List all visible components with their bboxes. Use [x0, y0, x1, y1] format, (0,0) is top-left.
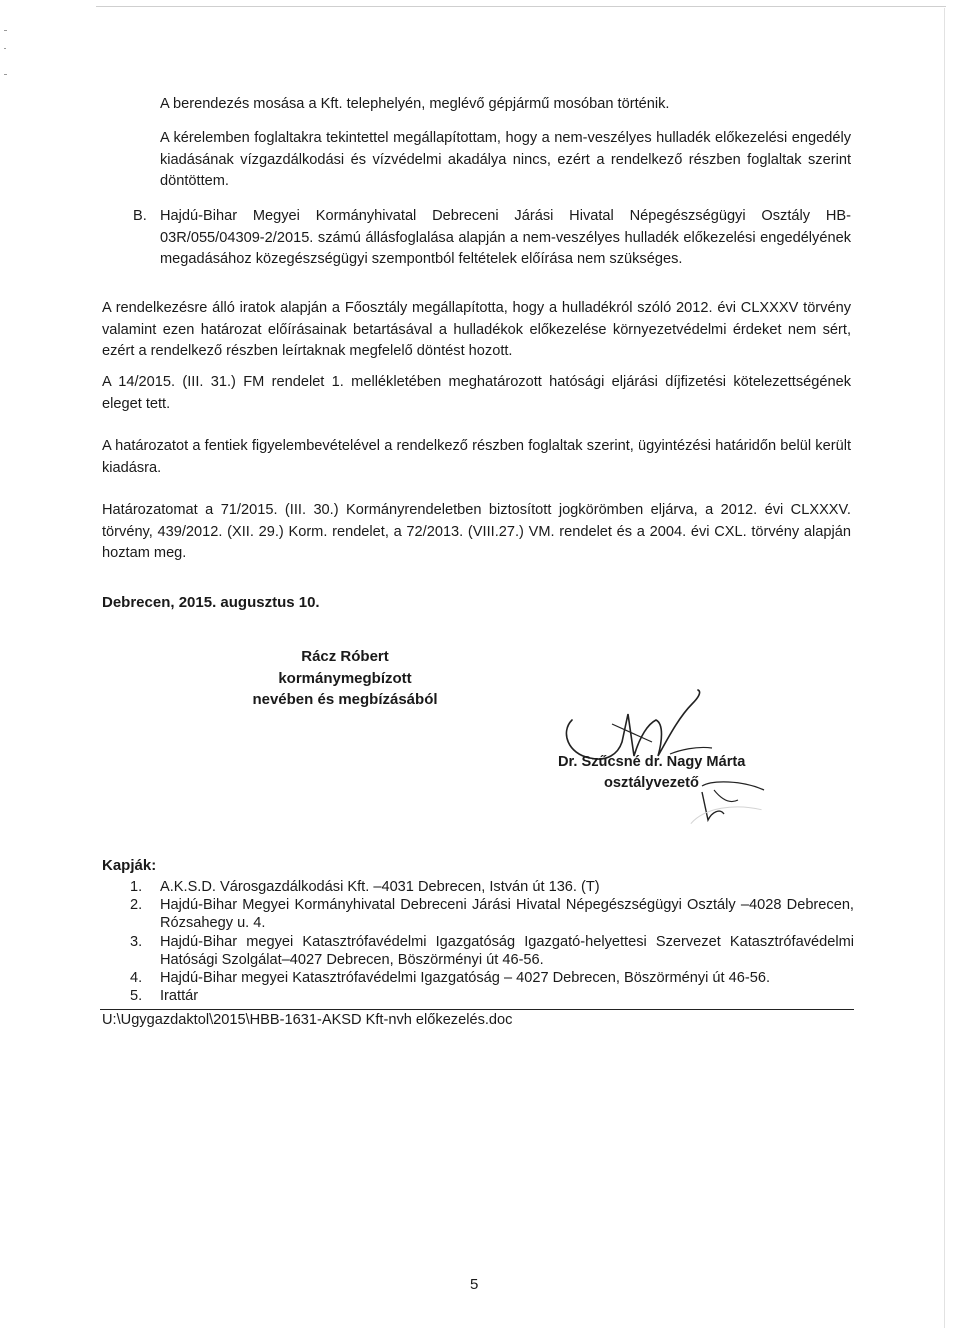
list-item-number: 2.	[130, 897, 143, 914]
recipients-heading: Kapják:	[102, 857, 157, 874]
section-b-label: B.	[133, 208, 147, 224]
list-item	[120, 896, 854, 932]
list-item-number: 5.	[130, 988, 143, 1005]
signer-title: osztályvezető	[604, 775, 699, 791]
list-item-text: Hajdú-Bihar megyei Katasztrófavédelmi Igazgatóság Igazgató-helyettesi Szervezet Katasztrófavédelmi Hatósági Szolgálat–4027 Debrecen, Böszörményi út 46-56.	[160, 933, 854, 968]
list-item-number: 3.	[130, 933, 143, 950]
signatory-capacity: nevében és megbízásából	[252, 691, 438, 708]
paragraph-department-finding: A rendelkezésre álló iratok alapján a Főosztály megállapította, hogy a hulladékról szóló 2012. évi CLXXXV törvény valamint ezen határozat előírásainak betartásával a hulladékok előkezelése környezetvédelmi érdeket nem sért, ezért a rendelkező részben leírtaknak megfelelő döntést hozott.	[102, 300, 851, 359]
list-item	[120, 987, 854, 1005]
paragraph-water-decision: A kérelemben foglaltakra tekintettel megállapítottam, hogy a nem-veszélyes hulladék előkezelési engedély kiadásának vízgazdálkodási és vízvédelmi akadálya nincs, ezért a rendelkező részben foglaltak szerint döntöttem.	[160, 130, 851, 189]
list-item-number: 4.	[130, 970, 143, 987]
footer-divider	[100, 1009, 854, 1010]
scan-right-edge	[944, 8, 945, 1328]
paragraph-deadline: A határozatot a fentiek figyelembevételével a rendelkező részben foglaltak szerint, ügyintézési határidőn belül került kiadásra.	[102, 438, 851, 476]
page-number: 5	[470, 1276, 479, 1293]
place-date: Debrecen, 2015. augusztus 10.	[102, 594, 320, 611]
list-item	[120, 933, 854, 969]
list-item-text: Irattár	[160, 988, 199, 1005]
list-item-text: Hajdú-Bihar Megyei Kormányhivatal Debreceni Járási Hivatal Népegészségügyi Osztály –4028 Debrecen, Rózsahegy u. 4.	[160, 897, 854, 932]
signatory-name: Rácz Róbert	[301, 648, 389, 665]
signature-block	[240, 646, 450, 711]
list-item-number: 1.	[130, 879, 143, 895]
list-item	[120, 969, 854, 987]
list-item-text: A.K.S.D. Városgazdálkodási Kft. –4031 Debrecen, István út 136. (T)	[160, 879, 600, 895]
signer	[556, 752, 776, 794]
file-path: U:\Ugygazdaktol\2015\HBB-1631-AKSD Kft-nvh előkezelés.doc	[102, 1012, 513, 1028]
section-b-text: Hajdú-Bihar Megyei Kormányhivatal Debreceni Járási Hivatal Népegészségügyi Osztály HB-03R/055/04309-2/2015. számú állásfoglalása alapján a nem-veszélyes hulladék előkezelési engedélyének megadásához közegészségügyi szempontból feltételek előírása nem szükséges.	[160, 208, 851, 267]
list-item-text: Hajdú-Bihar megyei Katasztrófavédelmi Igazgatóság – 4027 Debrecen, Böszörményi út 46-56.	[160, 970, 771, 987]
scan-specks	[4, 30, 10, 90]
scan-top-edge	[96, 6, 946, 7]
recipients-list	[120, 878, 854, 1005]
signer-name: Dr. Szűcsné dr. Nagy Márta	[558, 754, 746, 770]
list-item	[120, 878, 854, 896]
paragraph-wash: A berendezés mosása a Kft. telephelyén, meglévő gépjármű mosóban történik.	[160, 96, 670, 112]
paragraph-fee: A 14/2015. (III. 31.) FM rendelet 1. mellékletében meghatározott hatósági eljárási díjfizetési kötelezettségének eleget tett.	[102, 374, 851, 412]
paragraph-legal-basis: Határozatomat a 71/2015. (III. 30.) Kormányrendeletben biztosított jogkörömben eljárva, a 2012. évi CLXXXV. törvény, 439/2012. (XII. 29.) Korm. rendelet, a 72/2013. (VIII.27.) VM. rendelet és a 2004. évi CXL. törvény alapján hoztam meg.	[102, 502, 851, 561]
signatory-title: kormánymegbízott	[278, 669, 412, 687]
